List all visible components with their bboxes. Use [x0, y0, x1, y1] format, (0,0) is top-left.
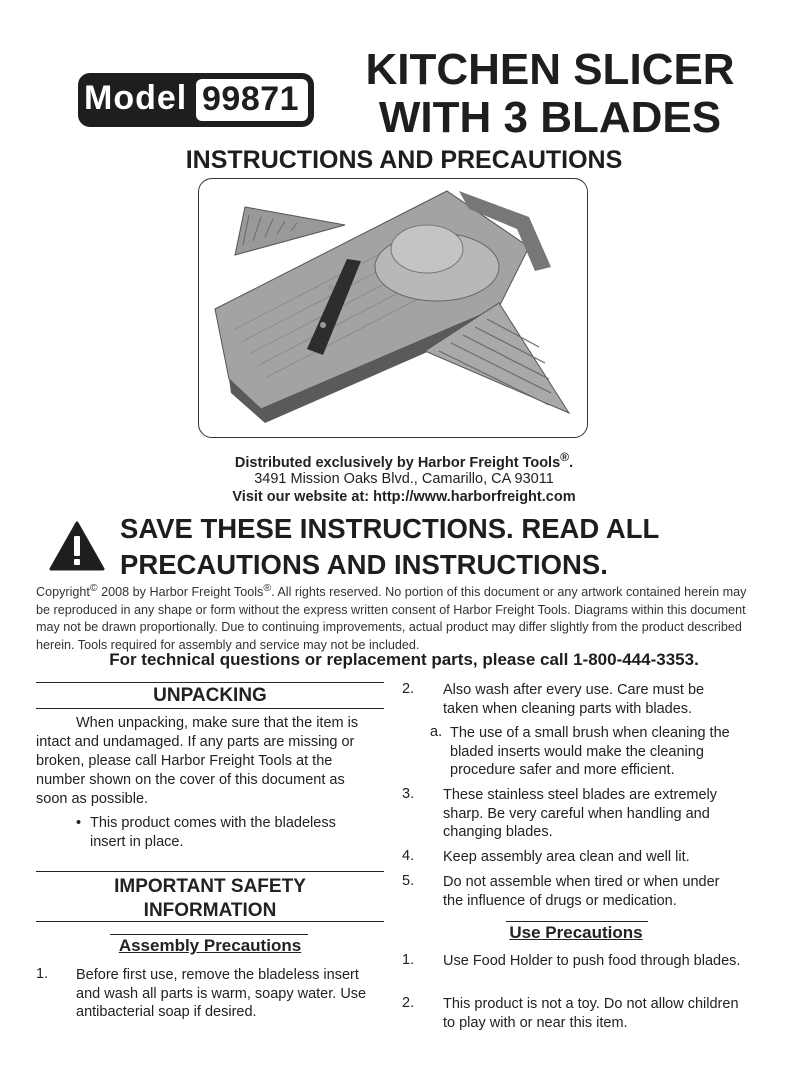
item-number: 1. [36, 966, 49, 982]
safety-heading: IMPORTANT SAFETY INFORMATION [114, 876, 306, 921]
bullet-mark: • [76, 815, 82, 831]
item-number: 5. [402, 873, 415, 889]
save-instructions-heading: SAVE THESE INSTRUCTIONS. READ ALL PRECAUTIONS AND INSTRUCTIONS. [120, 513, 660, 580]
warning-triangle-icon [48, 520, 106, 572]
document-subtitle: INSTRUCTIONS AND PRECAUTIONS [185, 146, 623, 174]
item-number: 1. [402, 952, 415, 968]
product-title-line1: KITCHEN SLICER [365, 45, 735, 94]
website-line: Visit our website at: http://www.harborfreight.com [232, 489, 576, 505]
item-number: 2. [402, 995, 415, 1011]
copyright-notice: Copyright© 2008 by Harbor Freight Tools®. All rights reserved. No portion of this document or any artwork contained herein may be reproduced in any shape or form without the express written consent of Harbor Freight Tools. Diagrams within this document may not be drawn proportionally. Due to continuing improvements, actual product may differ slightly from the product described herein. Tools required for assembly and service may not be included. [36, 582, 747, 652]
unpacking-bullet: This product comes with the bladeless insert in place. [90, 815, 336, 850]
divider [36, 708, 384, 709]
tech-support-line: For technical questions or replacement parts, please call 1-800-444-3353. [109, 650, 699, 669]
item-number: 3. [402, 786, 415, 802]
unpacking-heading: UNPACKING [153, 685, 267, 706]
list-item: Before first use, remove the bladeless insert and wash all parts is warm, soapy water. Use antibacterial soap if desired. [76, 967, 367, 1020]
distributor-line: Distributed exclusively by Harbor Freight Tools®. [234, 450, 574, 471]
divider [36, 921, 384, 922]
divider [110, 934, 308, 935]
list-item: These stainless steel blades are extremely sharp. Be very careful when handling and changing blades. [443, 787, 718, 840]
food-holder-knob [391, 225, 463, 273]
list-item: Do not assemble when tired or when under the influence of drugs or medication. [443, 874, 720, 909]
item-number: 2. [402, 681, 415, 697]
product-title [330, 46, 770, 142]
model-number: 99871 [202, 80, 300, 118]
divider [36, 871, 384, 872]
divider [36, 682, 384, 683]
use-precautions-heading: Use Precautions [509, 923, 643, 942]
blade-insert-left [235, 207, 345, 255]
list-item: Use Food Holder to push food through blades. [443, 953, 741, 969]
item-number: 4. [402, 848, 415, 864]
assembly-precautions-heading: Assembly Precautions [118, 936, 302, 955]
list-item: This product is not a toy. Do not allow children to play with or near this item. [443, 996, 739, 1031]
kitchen-slicer-illustration [199, 179, 587, 437]
list-item: Keep assembly area clean and well lit. [443, 849, 690, 865]
divider [506, 921, 648, 922]
product-photo-frame [198, 178, 588, 438]
unpacking-paragraph: When unpacking, make sure that the item is intact and undamaged. If any parts are missing or broken, please call Harbor Freight Tools at the number shown on the cover of this document as soon as possible. [36, 715, 359, 807]
product-title-line2: WITH 3 BLADES [378, 93, 722, 142]
list-item: The use of a small brush when cleaning the bladed inserts would make the cleaning procedure safer and more efficient. [450, 725, 730, 778]
model-label: Model [84, 79, 188, 117]
distributor-address: 3491 Mission Oaks Blvd., Camarillo, CA 93011 [254, 471, 554, 487]
item-number: a. [430, 724, 443, 740]
list-item: Also wash after every use. Care must be taken when cleaning parts with blades. [443, 682, 705, 717]
